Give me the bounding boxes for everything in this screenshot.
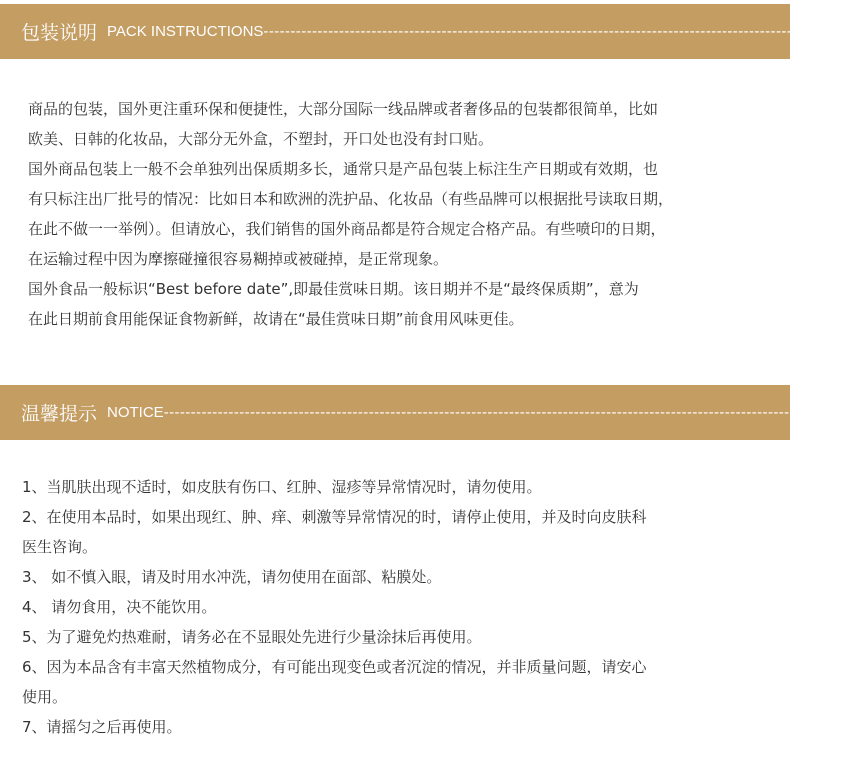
paragraph-line: 有只标注出厂批号的情况：比如日本和欧洲的洗护品、化妆品（有些品牌可以根据批号读取日期， <box>28 190 674 208</box>
paragraph-line: 在此日期前食用能保证食物新鲜，故请在“最佳赏味日期”前食用风味更佳。 <box>28 310 524 328</box>
notice-header <box>0 385 855 440</box>
notice-line: 6、因为本品含有丰富天然植物成分，有可能出现变色或者沉淀的情况，并非质量问题，请安心 <box>22 658 647 676</box>
paragraph-line: 在此不做一一举例）。但请放心，我们销售的国外商品都是符合规定合格产品。有些喷印的日期， <box>28 220 666 238</box>
paragraph-line: 在运输过程中因为摩擦碰撞很容易糊掉或被碰掉，是正常现象。 <box>28 250 449 268</box>
notice-title: 温馨提示 <box>21 403 98 425</box>
notice-line: 1、当肌肤出现不适时，如皮肤有伤口、红肿、湿疹等异常情况时，请勿使用。 <box>22 478 542 496</box>
paragraph-line: 国外商品包装上一般不会单独列出保质期多长，通常只是产品包装上标注生产日期或有效期，也 <box>28 160 659 178</box>
notice-line: 使用。 <box>22 688 68 706</box>
paragraph-line: 商品的包装，国外更注重环保和便捷性，大部分国际一线品牌或者奢侈品的包装都很简单，比如 <box>28 100 659 118</box>
notice-body <box>22 472 770 742</box>
notice-line: 2、在使用本品时，如果出现红、肿、痒、刺激等异常情况的时，请停止使用，并及时向皮肤科 <box>22 508 647 526</box>
header-dash-line: -------------------------------------------------------------------------------------------------------------------------------- <box>163 404 855 421</box>
pack-instructions-title: 包装说明 <box>21 22 98 44</box>
header-dash-line: -------------------------------------------------------------------------------------------------------------- <box>263 23 857 40</box>
notice-line: 7、请摇匀之后再使用。 <box>22 718 182 736</box>
notice-line: 4、 请勿食用，决不能饮用。 <box>22 598 217 616</box>
pack-instructions-subtitle: PACK INSTRUCTIONS <box>107 23 264 40</box>
paragraph-line: 欧美、日韩的化妆品，大部分无外盒，不塑封，开口处也没有封口贴。 <box>28 130 494 148</box>
notice-subtitle: NOTICE <box>107 404 164 421</box>
notice-line: 3、 如不慎入眼，请及时用水冲洗，请勿使用在面部、粘膜处。 <box>22 568 442 586</box>
pack-instructions-header <box>0 4 857 59</box>
paragraph-line: 国外食品一般标识“Best before date”,即最佳赏味日期。该日期并不是“最终保质期”，意为 <box>28 280 639 298</box>
notice-line: 医生咨询。 <box>22 538 98 556</box>
pack-instructions-body <box>28 94 770 334</box>
notice-line: 5、为了避免灼热难耐，请务必在不显眼处先进行少量涂抹后再使用。 <box>22 628 482 646</box>
